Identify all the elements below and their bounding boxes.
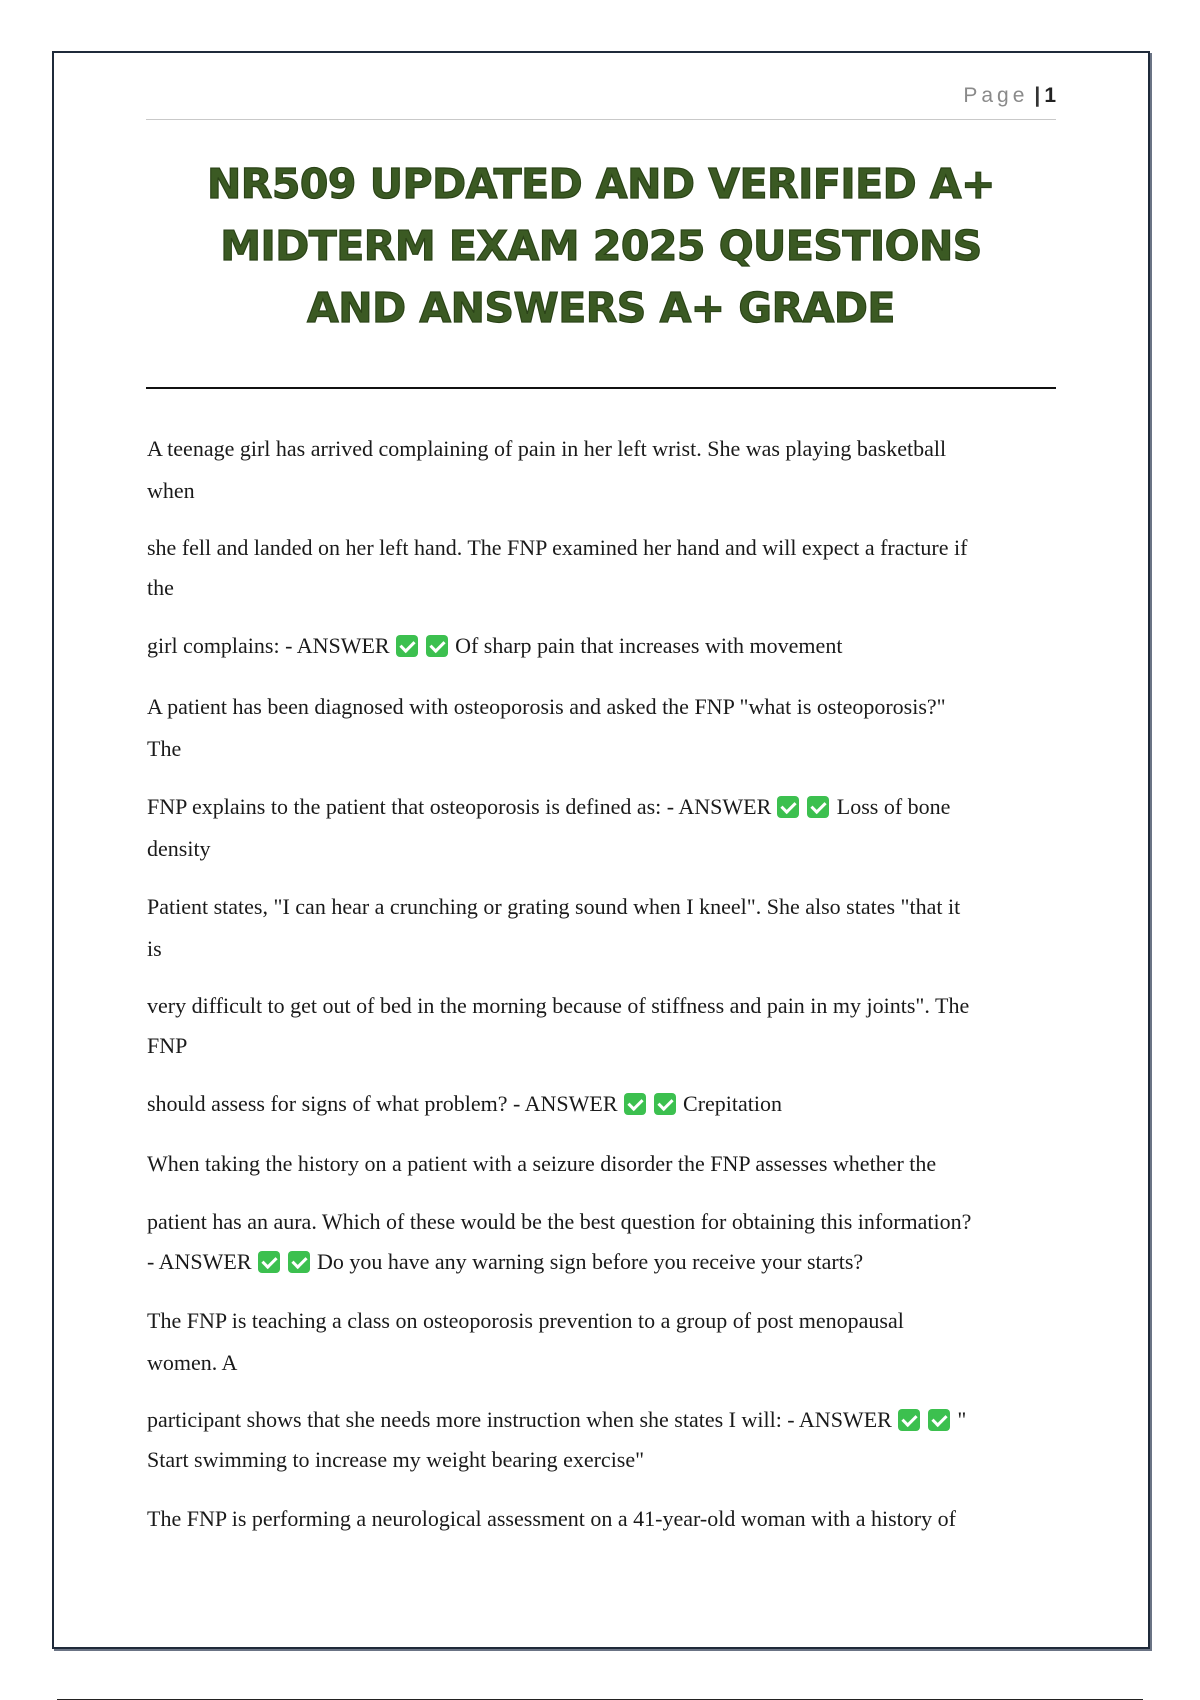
- text-line: is: [147, 936, 162, 961]
- text-line: A teenage girl has arrived complaining of pain in her left wrist. She was playing basketball: [147, 436, 947, 461]
- green-check-box-icon: [807, 796, 829, 818]
- green-check-box-icon: [396, 635, 418, 657]
- text-line: The: [147, 736, 182, 761]
- text-line: When taking the history on a patient with a seizure disorder the FNP assesses whether the: [147, 1151, 937, 1176]
- green-check-box-icon: [288, 1251, 310, 1273]
- answer-text: Crepitation: [683, 1091, 782, 1116]
- green-check-box-icon: [898, 1409, 920, 1431]
- document-body: [147, 428, 1058, 1540]
- answer-text: ": [957, 1407, 967, 1432]
- title-line: NR509 UPDATED AND VERIFIED A+: [206, 160, 996, 208]
- answer-line: [147, 1242, 1058, 1282]
- page-label: Page: [963, 84, 1029, 107]
- green-check-box-icon: [928, 1409, 950, 1431]
- question-text: should assess for signs of what problem? - ANSWER: [147, 1091, 618, 1116]
- document-title: [146, 153, 1056, 339]
- text-line: The FNP is performing a neurological assessment on a 41-year-old woman with a history of: [147, 1506, 956, 1531]
- page-header: [146, 73, 1056, 120]
- answer-line: [147, 786, 1058, 828]
- answer-text: Loss of bone: [836, 794, 951, 819]
- green-check-box-icon: [258, 1251, 280, 1273]
- green-check-box-icon: [654, 1093, 676, 1115]
- text-line: The FNP is teaching a class on osteoporosis prevention to a group of post menopausal: [147, 1308, 904, 1333]
- title-line: AND ANSWERS A+ GRADE: [307, 284, 895, 332]
- text-line: Start swimming to increase my weight bearing exercise": [147, 1447, 645, 1472]
- text-line: density: [147, 836, 211, 861]
- question-text: FNP explains to the patient that osteoporosis is defined as: - ANSWER: [147, 794, 772, 819]
- text-line: when: [147, 478, 195, 503]
- answer-line: [147, 1400, 1058, 1440]
- title-block: [146, 153, 1056, 389]
- green-check-box-icon: [624, 1093, 646, 1115]
- answer-text: Do you have any warning sign before you receive your starts?: [317, 1249, 864, 1274]
- page-separator: |: [1034, 84, 1041, 107]
- answer-line: [147, 626, 1058, 666]
- text-line: FNP: [147, 1033, 188, 1058]
- text-line: very difficult to get out of bed in the morning because of stiffness and pain in my joints". The: [147, 993, 970, 1018]
- title-line: MIDTERM EXAM 2025 QUESTIONS: [220, 222, 982, 270]
- text-line: patient has an aura. Which of these would be the best question for obtaining this information?: [147, 1209, 972, 1234]
- page-number: 1: [1044, 84, 1056, 107]
- text-line: A patient has been diagnosed with osteoporosis and asked the FNP "what is osteoporosis?": [147, 694, 946, 719]
- answer-text: Of sharp pain that increases with movement: [455, 633, 843, 658]
- green-check-box-icon: [426, 635, 448, 657]
- text-line: women. A: [147, 1350, 238, 1375]
- text-line: she fell and landed on her left hand. The FNP examined her hand and will expect a fracture if: [147, 535, 968, 560]
- answer-line: [147, 1084, 1058, 1124]
- question-text: - ANSWER: [147, 1249, 252, 1274]
- text-line: the: [147, 575, 174, 600]
- text-line: Patient states, "I can hear a crunching or grating sound when I kneel". She also states "that it: [147, 894, 961, 919]
- question-text: participant shows that she needs more instruction when she states I will: - ANSWER: [147, 1407, 892, 1432]
- question-text: girl complains: - ANSWER: [147, 633, 390, 658]
- document-page: [52, 51, 1150, 1649]
- green-check-box-icon: [777, 796, 799, 818]
